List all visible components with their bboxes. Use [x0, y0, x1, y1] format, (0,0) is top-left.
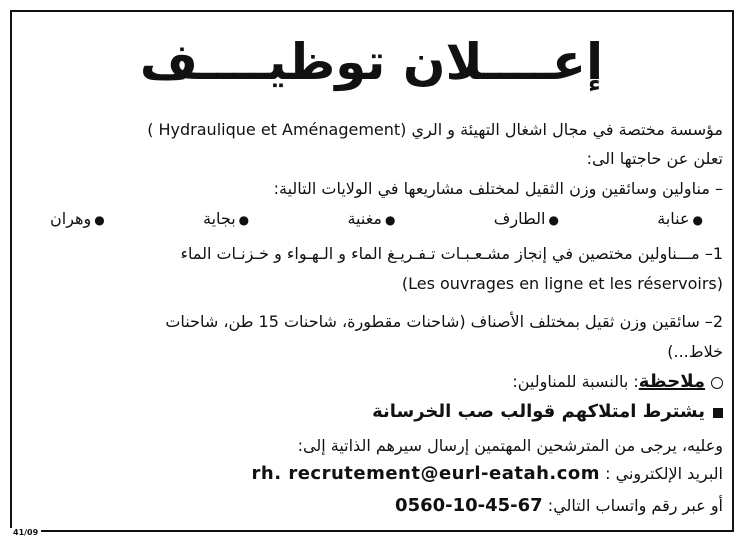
reference-code: 41/09	[10, 528, 41, 537]
bullet-icon: ●	[385, 213, 396, 227]
company-name: ( Hydraulique et Aménagement)	[147, 120, 407, 139]
regions-list	[50, 207, 703, 232]
item2-line1: 2– سائقين وزن ثقيل بمختلف الأصناف (شاحنات مقطورة، شاحنات 15 طن، شاحنات	[165, 312, 723, 331]
region-item: ●بجاية	[202, 209, 250, 228]
bullet-icon: ●	[238, 213, 250, 227]
needs-line: تعلن عن حاجتها الى:	[586, 149, 723, 168]
circle-bullet-icon	[711, 377, 723, 389]
requirement-text: يشترط امتلاكهم قوالب صب الخرسانة	[372, 401, 705, 422]
bullet-icon: ●	[548, 213, 559, 227]
item2-line2: خلاط...)	[667, 342, 723, 361]
bullet-icon: ●	[94, 213, 105, 227]
whatsapp-label: أو عبر رقم واتساب التالي:	[547, 496, 723, 515]
whatsapp-number[interactable]: 0560-10-45-67	[395, 495, 543, 516]
note-label: ملاحظة	[638, 371, 705, 392]
note-line	[512, 370, 723, 394]
intro-line	[147, 118, 723, 142]
email-address[interactable]: rh. recrutement@eurl-eatah.com	[251, 463, 601, 484]
square-bullet-icon	[713, 408, 723, 418]
contractors-intro: – مناولين وسائقين وزن الثقيل لمختلف مشاريعها في الولايات التالية:	[273, 179, 723, 198]
email-line	[252, 462, 723, 486]
whatsapp-line	[395, 494, 723, 518]
item1-text: 1– مـــناولين مختصين في إنجاز مشـعـبـات تـفـريـغ الماء و الـهـواء و خـزنـات الماء	[180, 244, 723, 263]
ad-title: إعــــلان توظيــــف	[139, 33, 604, 91]
apply-line: وعليه، يرجى من المترشحين المهتمين إرسال سيرهم الذاتية إلى:	[297, 436, 723, 455]
item1-french: (Les ouvrages en ligne et les réservoirs)	[401, 274, 723, 293]
region-item: ●الطارف	[493, 209, 559, 228]
region-item: ●مغنية	[347, 209, 396, 228]
intro-text: مؤسسة مختصة في مجال اشغال التهيئة و الري	[411, 120, 723, 139]
email-label: البريد الإلكتروني :	[605, 464, 723, 483]
note-text: : بالنسبة للمناولين:	[512, 372, 639, 391]
requirement-line	[372, 400, 723, 424]
bullet-icon: ●	[692, 213, 703, 227]
region-item: ●وهران	[50, 209, 105, 228]
region-item: ●عنابة	[657, 209, 703, 228]
